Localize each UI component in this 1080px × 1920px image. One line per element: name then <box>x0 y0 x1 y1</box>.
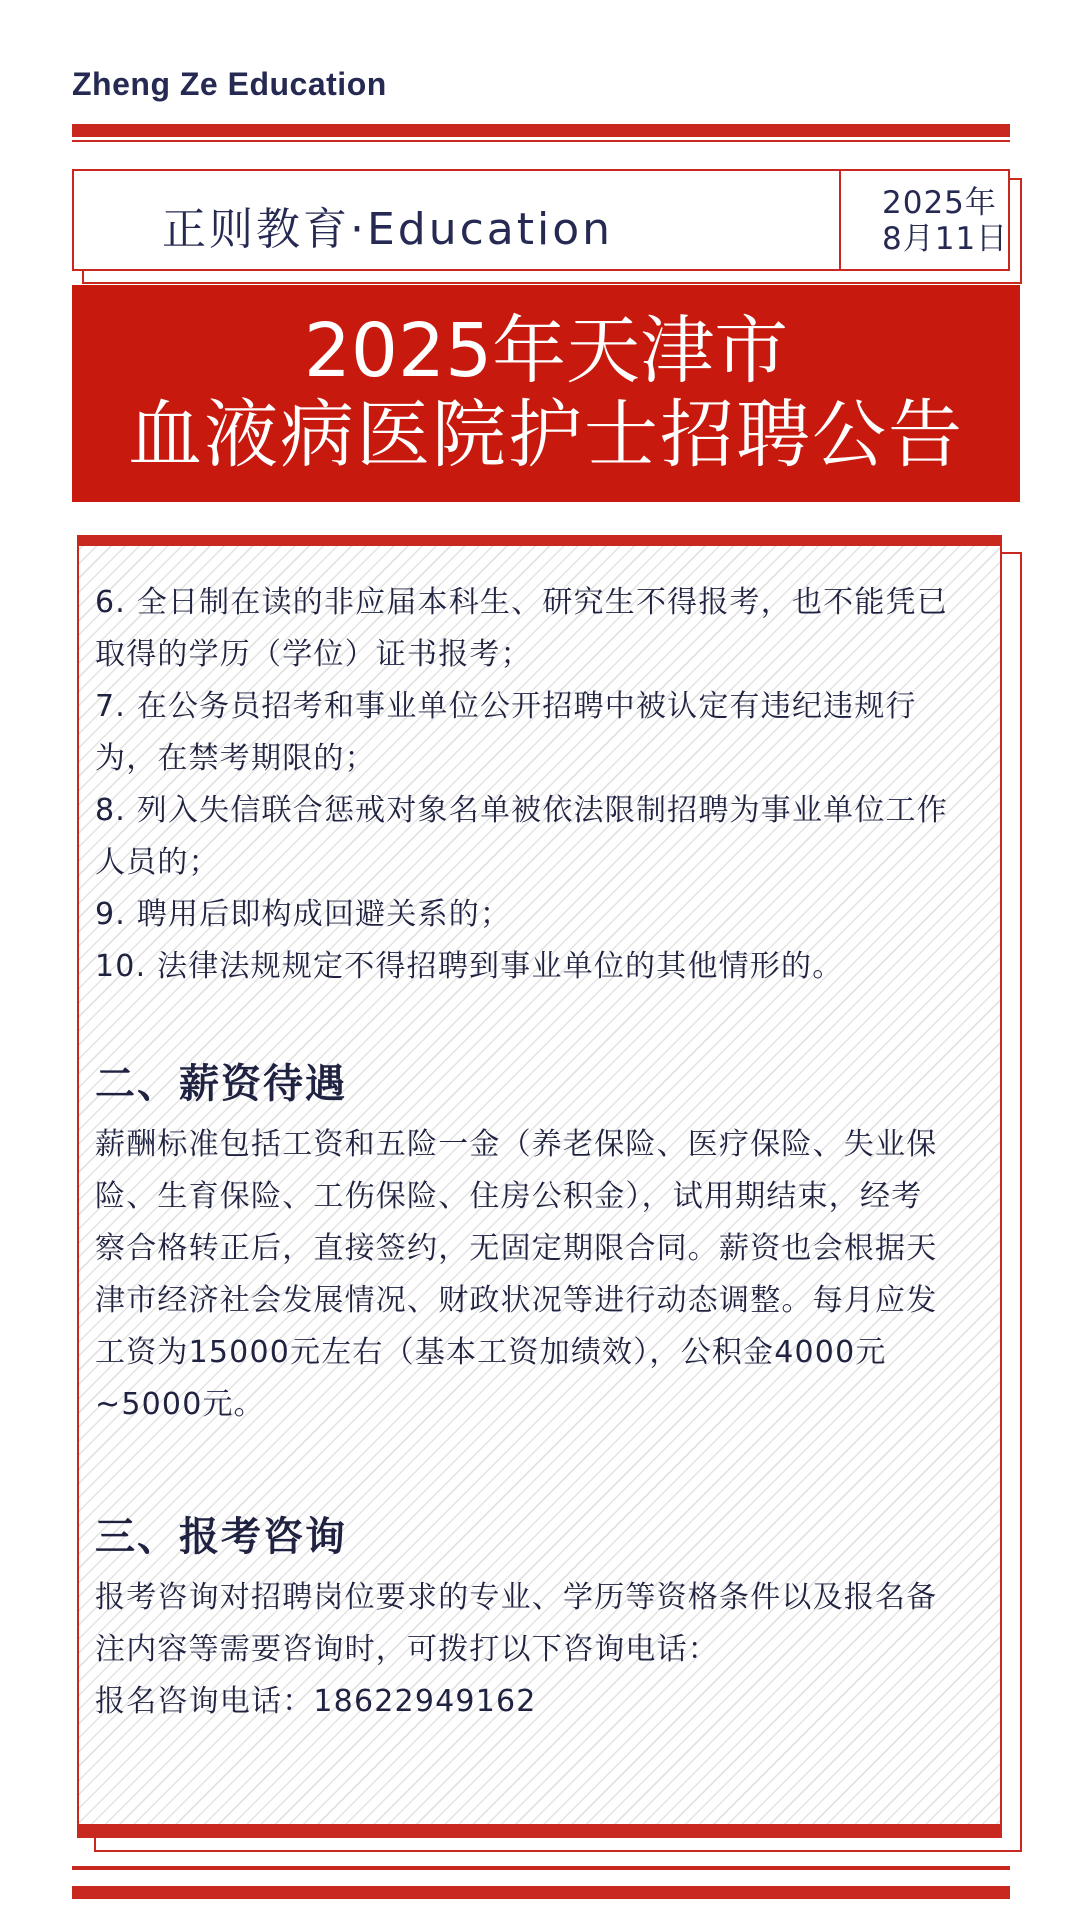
brand-name: Zheng Ze Education <box>72 66 387 102</box>
requirement-line: 10. 法律法规规定不得招聘到事业单位的其他情形的。 <box>95 949 844 984</box>
salary-line: 险、生育保险、工伤保险、住房公积金），试用期结束，经考 <box>95 1179 923 1214</box>
banner-title-line1: 2025年天津市 <box>303 308 789 394</box>
requirement-line: 6. 全日制在读的非应届本科生、研究生不得报考，也不能凭已 <box>95 585 948 620</box>
consult-paragraph <box>95 1572 990 1728</box>
title-banner <box>72 285 1020 502</box>
date-day: 8月11日 <box>882 221 1009 257</box>
requirement-line: 取得的学历（学位）证书报考； <box>95 637 532 672</box>
content-top-bar <box>79 537 1000 546</box>
requirement-line: 9. 聘用后即构成回避关系的； <box>95 897 512 932</box>
bottom-divider <box>72 1886 1010 1899</box>
salary-line: 工资为15000元左右（基本工资加绩效），公积金4000元 <box>95 1335 887 1370</box>
bottom-divider-thin <box>72 1866 1010 1870</box>
salary-line: ~5000元。 <box>95 1387 265 1422</box>
consult-phone: 报名咨询电话：18622949162 <box>95 1684 537 1719</box>
top-divider-thin <box>72 140 1010 142</box>
date-year: 2025年 <box>882 185 997 221</box>
requirement-line: 7. 在公务员招考和事业单位公开招聘中被认定有违纪违规行 <box>95 689 917 724</box>
consult-heading: 三、报考咨询 <box>95 1514 347 1560</box>
requirement-line: 8. 列入失信联合惩戒对象名单被依法限制招聘为事业单位工作 <box>95 793 948 828</box>
content-bottom-bar <box>79 1824 1000 1836</box>
requirement-line: 人员的； <box>95 845 220 880</box>
header-title: 正则教育·Education <box>162 204 614 255</box>
salary-line: 津市经济社会发展情况、财政状况等进行动态调整。每月应发 <box>95 1283 938 1318</box>
requirement-line: 为，在禁考期限的； <box>95 741 376 776</box>
top-divider <box>72 124 1010 137</box>
header-box <box>72 169 1010 271</box>
salary-line: 察合格转正后，直接签约，无固定期限合同。薪资也会根据天 <box>95 1231 938 1266</box>
consult-line: 报考咨询对招聘岗位要求的专业、学历等资格条件以及报名备 <box>95 1580 938 1615</box>
header-divider <box>839 171 841 269</box>
salary-line: 薪酬标准包括工资和五险一金（养老保险、医疗保险、失业保 <box>95 1127 938 1162</box>
consult-line: 注内容等需要咨询时，可拨打以下咨询电话： <box>95 1632 719 1667</box>
content-panel <box>77 535 1002 1838</box>
header-date <box>882 185 1008 257</box>
salary-heading: 二、薪资待遇 <box>95 1061 347 1107</box>
salary-paragraph <box>95 1119 990 1431</box>
banner-title-line2: 血液病医院护士招聘公告 <box>128 392 964 478</box>
requirements-list <box>95 577 990 993</box>
